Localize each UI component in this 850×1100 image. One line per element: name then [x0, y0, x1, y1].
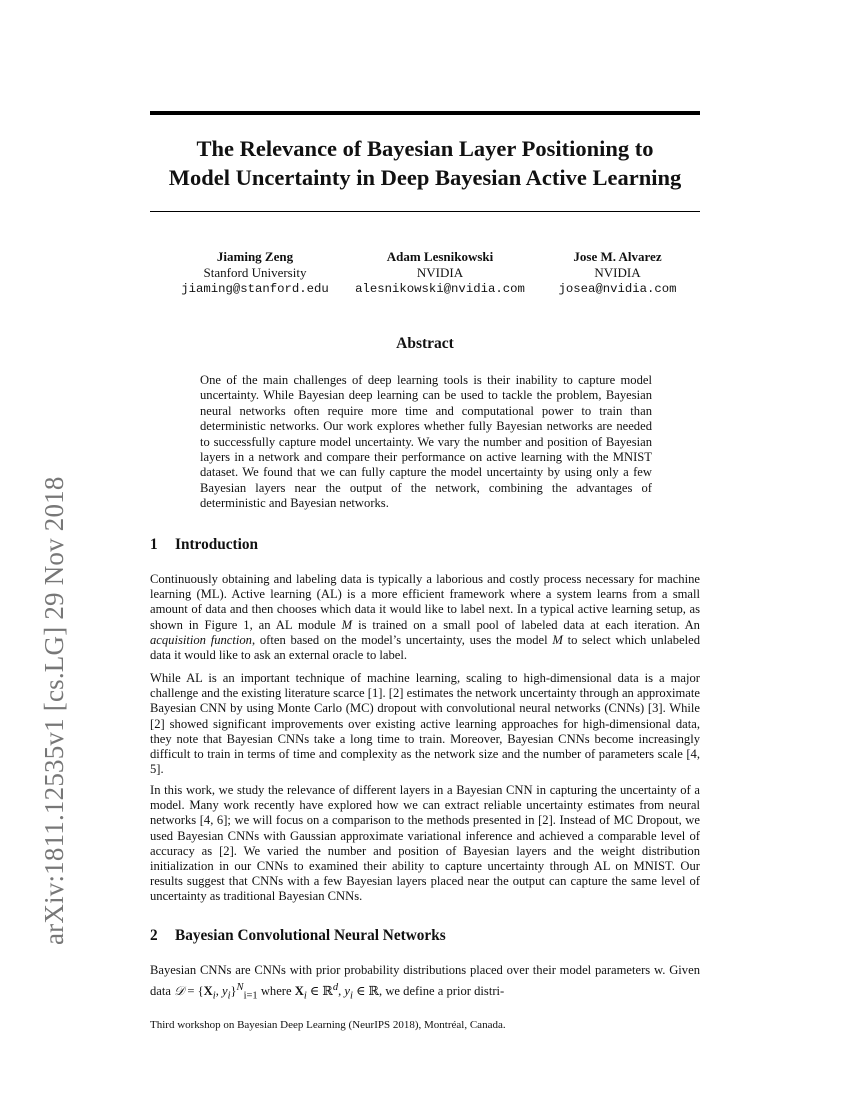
math-subscript: i=1 [243, 990, 258, 1002]
abstract-heading: Abstract [396, 335, 454, 352]
text-run: Bayesian CNNs are CNNs with prior probability distributions placed over their model parameters w. Given data [150, 963, 700, 999]
math-symbol: y [221, 984, 228, 999]
author-affiliation: NVIDIA [416, 265, 464, 280]
abstract-text: One of the main challenges of deep learning tools is their inability to capture model uncertainty. While Bayesian deep learning can be used to tackle the problem, Bayesian neural networks often require more time and computational power to train than deterministic networks. Our work explores whether fully Bayesian networks are needed to successfully capture model uncertainty. We vary the number and position of Bayesian layers in a network and compare their performance on active learning with the MNIST dataset. We found that we can fully capture the model uncertainty by using only a few Bayesian layers near the output of the network, combining the advantages of deterministic and Bayesian networks. [200, 373, 652, 511]
paper-title [150, 134, 700, 192]
math-subscript: i [350, 990, 353, 1002]
text-run: where [260, 984, 292, 999]
author-email: jiaming@stanford.edu [181, 282, 329, 296]
title-top-rule [150, 111, 700, 115]
title-line-2: Model Uncertainty in Deep Bayesian Active Learning [168, 165, 682, 190]
math-symbol: 𝒟 [174, 984, 185, 999]
author-name: Jiaming Zeng [216, 249, 294, 264]
math-symbol: M [552, 632, 563, 647]
author-name: Jose M. Alvarez [573, 249, 662, 264]
author-affiliation: NVIDIA [594, 265, 641, 280]
section-heading-introduction [150, 536, 258, 554]
emphasis-text: acquisition function [150, 632, 252, 647]
math-symbol: X [203, 984, 213, 999]
author-email: josea@nvidia.com [558, 282, 677, 296]
math-symbol: X [294, 984, 304, 999]
math-superscript: N [236, 982, 244, 993]
intro-paragraph-3: In this work, we study the relevance of different layers in a Bayesian CNN in capturing the uncertainty of a model. Many work recently have explored how we can extract reliable uncertainty estimates from neural networks [4, 6]; we will focus on a comparison to the methods presented in [2]. Instead of MC Dropout, we used Bayesian CNNs with Gaussian approximate variational inference and achieved a comparable level of accuracy as [2]. We varied the number and position of Bayesian layers and the weight distribution initialization in our CNNs to examined their ability to capture uncertainty through AL on MNIST. Our results suggest that CNNs with a few Bayesian layers placed near the output can capture the same level of uncertainty as traditional Bayesian CNNs. [150, 783, 700, 904]
author-email: alesnikowski@nvidia.com [355, 282, 525, 296]
math-symbol: ℝ [368, 984, 380, 999]
author-2 [340, 249, 540, 297]
title-bottom-rule [150, 211, 700, 212]
text-run: Continuously obtaining and labeling data is typically a laborious and costly process necessary for machine learning (ML). Active learning (AL) is a more efficient framework where a system learns from a small amount of data and then chooses which data it would like to label next. In a typical active learning setup, as shown in Figure 1, an AL module [150, 572, 700, 632]
text-run: , we define a prior distri- [379, 984, 505, 999]
text-run: = { [184, 984, 204, 999]
math-subscript: i [212, 990, 216, 1002]
section2-paragraph: Bayesian CNNs are CNNs with prior probability distributions placed over their model parameters w. Given data 𝒟 = {$X_i$, $y_i\}^N_{i=1}$ where $X_i$ ∈ ℝ$^d$, $y_i$ ∈ ℝ, we define a prior distri- [150, 963, 700, 1002]
math-symbol: M [341, 617, 353, 632]
text-run: is trained on a small pool of labeled data at each iteration. An [352, 617, 700, 632]
author-3 [540, 249, 695, 297]
section-title: Introduction [175, 536, 259, 553]
title-line-1: The Relevance of Bayesian Layer Positioning to [196, 136, 654, 161]
intro-paragraph-2: While AL is an important technique of machine learning, scaling to high-dimensional data is a major challenge and the existing literature scarce [1]. [2] estimates the network uncertainty through an approximate Bayesian CNN by using Monte Carlo (MC) dropout with convolutional neural networks (CNNs) [3]. While [2] showed significant improvements over existing active learning approaches for high-dimensional data, they note that Bayesian CNNs take a long time to train. Moreover, Bayesian CNNs become increasingly difficult to train in terms of time and complexity as the network size and the number of parameters scale [4, 5]. [150, 671, 700, 777]
footnote-venue: Third workshop on Bayesian Deep Learning (NeurIPS 2018), Montréal, Canada. [150, 1019, 506, 1031]
section-number: 2 [150, 927, 158, 944]
intro-paragraph-1 [150, 572, 700, 663]
section-heading-bayesian-cnn [150, 927, 446, 945]
author-name: Adam Lesnikowski [386, 249, 494, 264]
text-run: , often based on the model’s uncertainty, uses the model [251, 632, 553, 647]
math-superscript: d [332, 982, 339, 993]
math-symbol: y [344, 984, 350, 999]
text-run: to select which unlabeled data it would like to ask an external oracle to label. [150, 632, 700, 663]
math-subscript: i [303, 990, 307, 1002]
section-title: Bayesian Convolutional Neural Networks [175, 927, 446, 944]
arxiv-identifier: arXiv:1811.12535v1 [cs.LG] 29 Nov 2018 [39, 476, 69, 945]
author-affiliation: Stanford University [203, 265, 307, 280]
section-number: 1 [150, 536, 158, 553]
author-1 [160, 249, 350, 297]
math-symbol: ℝ [322, 984, 333, 999]
math-subscript: i [227, 990, 231, 1002]
